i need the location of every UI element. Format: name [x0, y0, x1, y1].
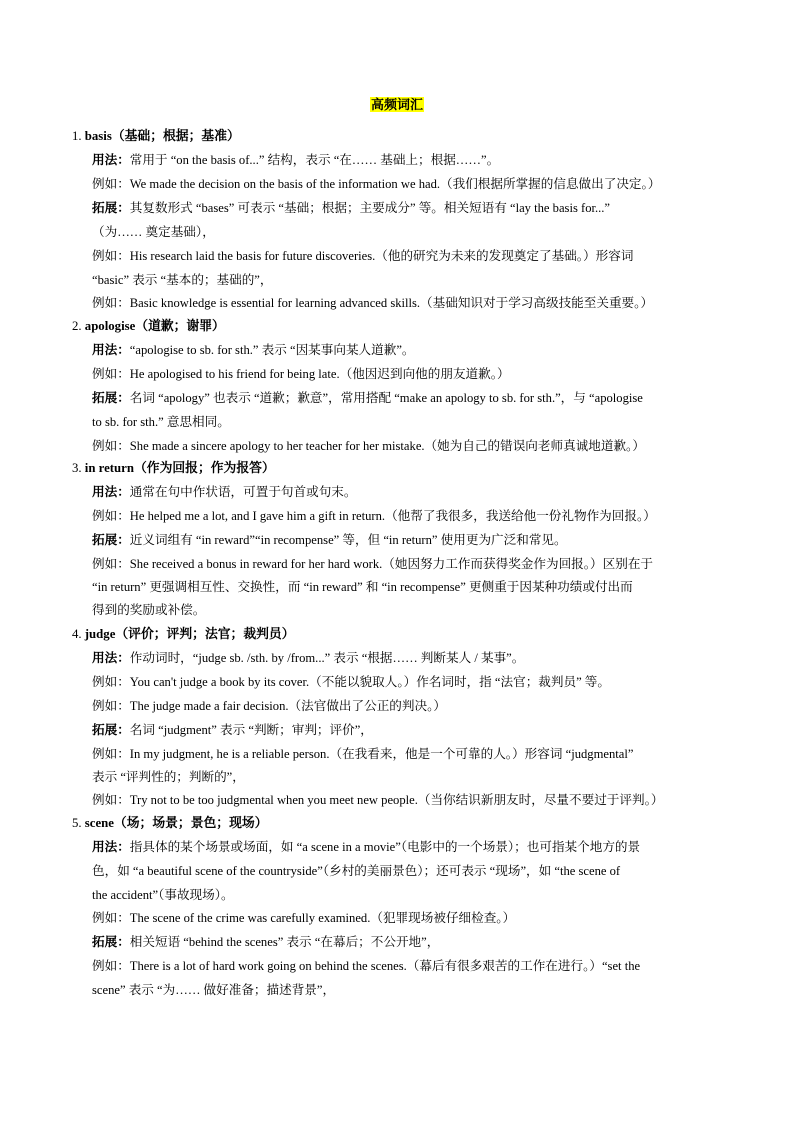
entry-label: 拓展：: [92, 201, 130, 215]
entry-line: [92, 578, 633, 596]
entry-line: [92, 365, 510, 383]
entry-text: “basic” 表示 “基本的；基础的”，: [92, 273, 273, 287]
page-title: [0, 94, 794, 114]
entry-line: [92, 791, 663, 809]
entry-line: [92, 483, 356, 501]
entry-text: 例如：She made a sincere apology to her teacher for her mistake.（她为自己的错误向老师真诚地道歉。）: [92, 439, 645, 453]
entry-heading: [72, 814, 268, 832]
entry-number: 2.: [72, 319, 85, 333]
entry-number: 3.: [72, 461, 85, 475]
entry-text: 名词 “apology” 也表示 “道歉；歉意”，常用搭配 “make an apology to sb. for sth.”，与 “apologise: [129, 391, 643, 405]
entry-number: 4.: [72, 627, 85, 641]
entry-line: [92, 437, 645, 455]
entry-line: [92, 697, 446, 715]
entry-label: 用法：: [92, 651, 130, 665]
entry-text: 指具体的某个场景或场面，如 “a scene in a movie”（电影中的一个场景）；也可指某个地方的景: [129, 840, 641, 854]
entry-line: [92, 768, 245, 786]
entry-line: [92, 531, 567, 549]
entry-line: [92, 247, 633, 265]
entry-text: 得到的奖励或补偿。: [92, 603, 206, 617]
entry-text: 例如：The judge made a fair decision.（法官做出了公正的判决。）: [92, 699, 446, 713]
entry-text: （为…… 奠定基础），: [92, 225, 215, 239]
entry-text: 近义词组有 “in reward”“in recompense” 等，但 “in return” 使用更为广泛和常见。: [129, 533, 567, 547]
entry-headword: judge（评价；评判；法官；裁判员）: [84, 627, 295, 641]
entry-text: 例如：The scene of the crime was carefully examined.（犯罪现场被仔细检查。）: [92, 911, 516, 925]
entry-line: [92, 957, 640, 975]
entry-line: [92, 271, 272, 289]
entry-text: 色，如 “a beautiful scene of the countryside”（乡村的美丽景色）；还可表示 “现场”，如 “the scene of: [92, 864, 621, 878]
entry-text: 例如：You can't judge a book by its cover.（不能以貌取人。）作名词时，指 “法官；裁判员” 等。: [92, 675, 610, 689]
entry-line: [92, 886, 234, 904]
entry-label: 拓展：: [92, 723, 130, 737]
entry-text: scene” 表示 “为…… 做好准备；描述背景”，: [92, 983, 336, 997]
entry-text: 其复数形式 “bases” 可表示 “基础；根据；主要成分” 等。相关短语有 “lay the basis for...”: [129, 201, 611, 215]
entry-line: [92, 175, 660, 193]
entry-heading: [72, 317, 225, 335]
entry-headword: basis（基础；根据；基准）: [84, 129, 240, 143]
entry-line: [92, 294, 653, 312]
entry-label: 用法：: [92, 153, 130, 167]
entry-text: the accident”（事故现场）。: [92, 888, 234, 902]
entry-text: 例如：He apologised to his friend for being late.（他因迟到向他的朋友道歉。）: [92, 367, 510, 381]
entry-line: [92, 649, 524, 667]
entry-line: [92, 151, 499, 169]
entry-line: [92, 838, 640, 856]
entry-heading: [72, 459, 275, 477]
entry-label: 用法：: [92, 840, 130, 854]
entry-line: [92, 745, 633, 763]
entry-text: 例如：In my judgment, he is a reliable person.（在我看来，他是一个可靠的人。）形容词 “judgmental”: [92, 747, 634, 761]
entry-headword: in return（作为回报；作为报答）: [84, 461, 275, 475]
entry-text: 名词 “judgment” 表示 “判断；审判；评价”，: [129, 723, 373, 737]
entry-text: 例如：Try not to be too judgmental when you meet new people.（当你结识新朋友时，尽量不要过于评判。）: [92, 793, 664, 807]
entry-label: 拓展：: [92, 533, 130, 547]
entry-text: 作动词时，“judge sb. /sth. by /from...” 表示 “根据…… 判断某人 / 某事”。: [129, 651, 525, 665]
entry-label: 用法：: [92, 485, 130, 499]
entry-heading: [72, 625, 295, 643]
entry-line: [92, 507, 656, 525]
entry-headword: scene（场；场景；景色；现场）: [84, 816, 268, 830]
entry-text: 例如：He helped me a lot, and I gave him a gift in return.（他帮了我很多，我送给他一份礼物作为回报。）: [92, 509, 656, 523]
entry-line: [92, 673, 610, 691]
entry-text: 例如：His research laid the basis for future discoveries.（他的研究为未来的发现奠定了基础。）形容词: [92, 249, 634, 263]
entry-line: [92, 223, 215, 241]
entry-label: 拓展：: [92, 391, 130, 405]
page-title-text: 高频词汇: [370, 97, 423, 112]
entry-number: 5.: [72, 816, 85, 830]
entry-text: 相关短语 “behind the scenes” 表示 “在幕后；不公开地”，: [129, 935, 440, 949]
entry-line: [92, 601, 205, 619]
entry-text: 通常在句中作状语，可置于句首或句末。: [129, 485, 357, 499]
entry-line: [92, 933, 439, 951]
entry-line: [92, 341, 415, 359]
entry-label: 拓展：: [92, 935, 130, 949]
entry-text: 表示 “评判性的；判断的”，: [92, 770, 245, 784]
entry-line: [92, 909, 515, 927]
entry-text: “in return” 更强调相互性、交换性，而 “in reward” 和 “in recompense” 更侧重于因某种功绩或付出而: [92, 580, 633, 594]
entry-line: [92, 555, 653, 573]
entry-line: [92, 389, 643, 407]
entry-text: “apologise to sb. for sth.” 表示 “因某事向某人道歉”。: [129, 343, 415, 357]
entry-number: 1.: [72, 129, 85, 143]
entry-label: 用法：: [92, 343, 130, 357]
entry-line: [92, 862, 620, 880]
entry-text: 例如：She received a bonus in reward for her hard work.（她因努力工作而获得奖金作为回报。）区别在于: [92, 557, 654, 571]
entry-text: 例如：Basic knowledge is essential for learning advanced skills.（基础知识对于学习高级技能至关重要。）: [92, 296, 654, 310]
entry-heading: [72, 127, 240, 145]
entry-line: [92, 721, 373, 739]
entry-line: [92, 199, 610, 217]
entry-text: 例如：We made the decision on the basis of the information we had.（我们根据所掌握的信息做出了决定。）: [92, 177, 661, 191]
entry-text: 常用于 “on the basis of...” 结构，表示 “在…… 基础上；根据……”。: [129, 153, 500, 167]
entry-line: [92, 413, 230, 431]
entry-text: 例如：There is a lot of hard work going on behind the scenes.（幕后有很多艰苦的工作在进行。）“set the: [92, 959, 641, 973]
entry-text: to sb. for sth.” 意思相同。: [92, 415, 230, 429]
entry-line: [92, 981, 335, 999]
entry-headword: apologise（道歉；谢罪）: [84, 319, 225, 333]
